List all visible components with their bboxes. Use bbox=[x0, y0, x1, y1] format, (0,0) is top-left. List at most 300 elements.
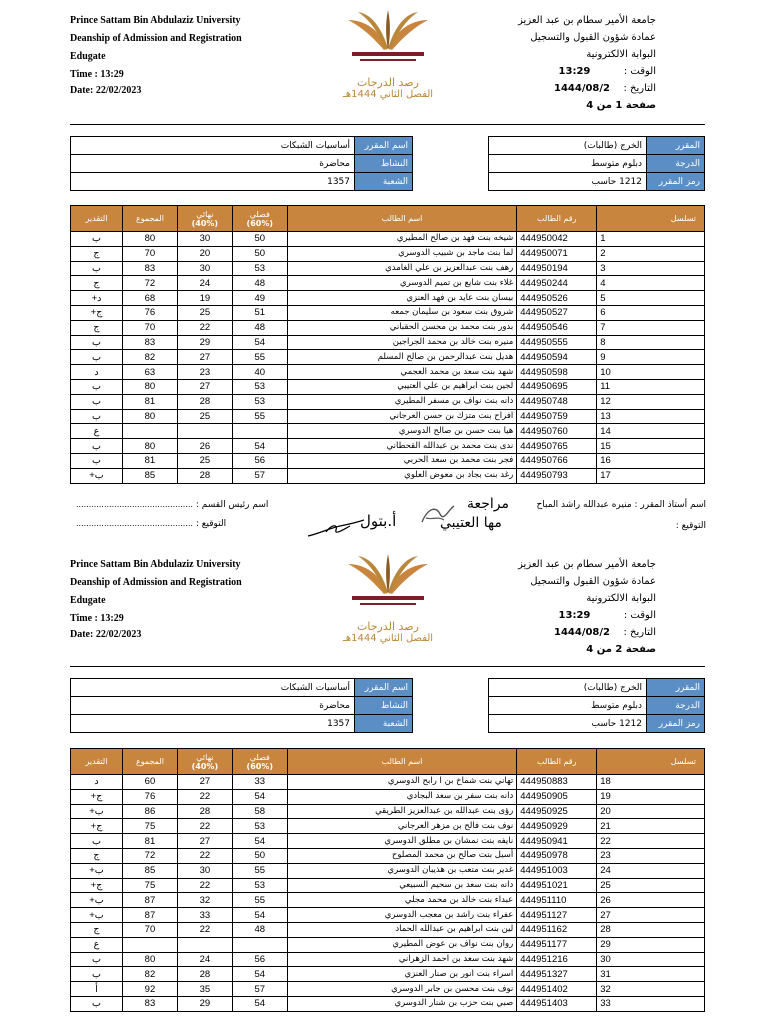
section-value: 1357 bbox=[71, 173, 355, 191]
final-score-cell: 27 bbox=[177, 775, 232, 790]
student-id-cell: 444951327 bbox=[517, 967, 597, 982]
head-signature-block bbox=[76, 500, 268, 510]
grade-cell: ب bbox=[71, 967, 123, 982]
grade-cell: ج bbox=[71, 922, 123, 937]
student-id-cell: 444950244 bbox=[517, 276, 597, 291]
final-score-cell: 22 bbox=[177, 922, 232, 937]
grade-cell: ب bbox=[71, 952, 123, 967]
term-score-cell: 50 bbox=[232, 246, 287, 261]
term-score-cell: 57 bbox=[232, 982, 287, 997]
total-score-cell: 70 bbox=[122, 922, 177, 937]
seq-cell: 17 bbox=[597, 468, 705, 483]
term-score-cell: 50 bbox=[232, 232, 287, 247]
grades-header-row bbox=[71, 206, 705, 232]
student-name-cell: دانه بنت سفر بن سعد البجادي bbox=[287, 789, 517, 804]
page-number-2: صفحة 2 من 4 bbox=[586, 644, 656, 655]
term-score-cell: 54 bbox=[232, 996, 287, 1011]
date-en-2: Date: 22/02/2023 bbox=[70, 629, 142, 640]
grade-cell: ج bbox=[71, 246, 123, 261]
col-grade: التقدير bbox=[71, 206, 123, 232]
table-row bbox=[71, 379, 705, 394]
seq-cell: 29 bbox=[597, 937, 705, 952]
head-sign-line: التوقيع : .............................................. bbox=[76, 519, 227, 529]
table-row bbox=[71, 937, 705, 952]
col-id: رقم الطالب bbox=[517, 206, 597, 232]
final-score-cell: 23 bbox=[177, 365, 232, 380]
university-logo-icon bbox=[338, 8, 438, 70]
grade-cell: د bbox=[71, 365, 123, 380]
grade-cell: ب bbox=[71, 379, 123, 394]
grade-cell: ب bbox=[71, 335, 123, 350]
report-subtitle-2: رصد الدرجات bbox=[357, 620, 419, 633]
term-score-cell: 53 bbox=[232, 878, 287, 893]
total-score-cell bbox=[122, 424, 177, 439]
page-number: صفحة 1 من 4 bbox=[586, 100, 656, 111]
grade-cell: ج bbox=[71, 320, 123, 335]
total-score-cell: 80 bbox=[122, 409, 177, 424]
term-score-cell: 50 bbox=[232, 848, 287, 863]
total-score-cell: 85 bbox=[122, 468, 177, 483]
grade-cell: ع bbox=[71, 424, 123, 439]
total-score-cell: 81 bbox=[122, 453, 177, 468]
term-score-cell: 56 bbox=[232, 453, 287, 468]
grades-header-row bbox=[71, 749, 705, 775]
term-score-cell: 55 bbox=[232, 893, 287, 908]
term-score-cell: 54 bbox=[232, 908, 287, 923]
student-id-cell: 444951403 bbox=[517, 996, 597, 1011]
total-score-cell: 87 bbox=[122, 893, 177, 908]
university-logo-icon bbox=[338, 552, 438, 614]
student-id-cell: 444950748 bbox=[517, 394, 597, 409]
portal-name-ar-2: البوابة الالكترونية bbox=[586, 593, 656, 604]
student-name-cell: صبي بنت حزب بن شنار الدوسري bbox=[287, 996, 517, 1011]
student-id-cell: 444950555 bbox=[517, 335, 597, 350]
term-score-cell: 48 bbox=[232, 922, 287, 937]
student-id-cell: 444950905 bbox=[517, 789, 597, 804]
grade-cell: ج+ bbox=[71, 789, 123, 804]
university-name-en-2: Prince Sattam Bin Abdulaziz University bbox=[70, 559, 241, 570]
table-row bbox=[71, 305, 705, 320]
student-id-cell: 444950042 bbox=[517, 232, 597, 247]
student-name-cell: روان بنت نواف بن عوض المطيري bbox=[287, 937, 517, 952]
final-score-cell: 29 bbox=[177, 335, 232, 350]
col-final: نهائي (40%) bbox=[177, 206, 232, 232]
total-score-cell: 80 bbox=[122, 952, 177, 967]
course-code-label: رمز المقرر bbox=[647, 173, 705, 191]
table-row bbox=[71, 291, 705, 306]
reviewer-name: مها العتيبي bbox=[440, 515, 502, 531]
table-row bbox=[71, 819, 705, 834]
student-id-cell: 444951216 bbox=[517, 952, 597, 967]
student-name-cell: عفراء بنت راشد بن معجب الدوسري bbox=[287, 908, 517, 923]
student-id-cell: 444951162 bbox=[517, 922, 597, 937]
seq-cell: 13 bbox=[597, 409, 705, 424]
deanship-name-ar-2: عمادة شؤون القبول والتسجيل bbox=[530, 576, 656, 587]
term-score-cell: 58 bbox=[232, 804, 287, 819]
final-score-cell: 28 bbox=[177, 967, 232, 982]
final-score-cell: 22 bbox=[177, 819, 232, 834]
term-score-cell: 48 bbox=[232, 320, 287, 335]
final-score-cell: 22 bbox=[177, 789, 232, 804]
deanship-name-en: Deanship of Admission and Registration bbox=[70, 33, 242, 44]
course-label: المقرر bbox=[647, 679, 705, 697]
total-score-cell: 81 bbox=[122, 834, 177, 849]
seq-cell: 20 bbox=[597, 804, 705, 819]
final-score-cell: 27 bbox=[177, 834, 232, 849]
total-score-cell: 76 bbox=[122, 305, 177, 320]
degree-label: الدرجة bbox=[647, 697, 705, 715]
semester-label: الفصل الثاني 1444هـ bbox=[342, 89, 434, 100]
deanship-name-ar: عمادة شؤون القبول والتسجيل bbox=[530, 32, 656, 43]
course-info-table-2 bbox=[70, 678, 705, 733]
total-score-cell: 82 bbox=[122, 350, 177, 365]
table-row bbox=[71, 232, 705, 247]
course-value: الخرج (طالبات) bbox=[489, 679, 647, 697]
col-total: المجموع bbox=[122, 749, 177, 775]
final-score-cell: 35 bbox=[177, 982, 232, 997]
grade-cell: ب+ bbox=[71, 893, 123, 908]
section-value: 1357 bbox=[71, 715, 355, 733]
time-ar-2: الوقت : 13:29 bbox=[558, 610, 656, 621]
table-row bbox=[71, 804, 705, 819]
student-name-cell: هيا بنت حسن بن صالح الدوسري bbox=[287, 424, 517, 439]
seq-cell: 31 bbox=[597, 967, 705, 982]
student-id-cell: 444951402 bbox=[517, 982, 597, 997]
final-score-cell: 30 bbox=[177, 863, 232, 878]
grade-cell: د bbox=[71, 775, 123, 790]
seq-cell: 30 bbox=[597, 952, 705, 967]
col-seq: تسلسل bbox=[597, 749, 705, 775]
student-id-cell: 444950929 bbox=[517, 819, 597, 834]
col-name: اسم الطالب bbox=[287, 206, 517, 232]
table-row bbox=[71, 967, 705, 982]
total-score-cell: 75 bbox=[122, 878, 177, 893]
course-name-value: أساسيات الشبكات bbox=[71, 679, 355, 697]
seq-cell: 5 bbox=[597, 291, 705, 306]
table-row bbox=[71, 878, 705, 893]
student-name-cell: شروق بنت سعود بن سليمان جمعه bbox=[287, 305, 517, 320]
table-row bbox=[71, 789, 705, 804]
seq-cell: 18 bbox=[597, 775, 705, 790]
section-label: الشعبة bbox=[355, 715, 413, 733]
review-stamp: مراجعة bbox=[467, 496, 510, 512]
term-score-cell: 54 bbox=[232, 967, 287, 982]
table-row bbox=[71, 394, 705, 409]
total-score-cell: 63 bbox=[122, 365, 177, 380]
student-name-cell: دانه بنت نواف بن مسفر المطيري bbox=[287, 394, 517, 409]
student-id-cell: 444951177 bbox=[517, 937, 597, 952]
student-id-cell: 444951021 bbox=[517, 878, 597, 893]
head-dots: .............................................. bbox=[76, 500, 193, 509]
semester-label-2: الفصل الثاني 1444هـ bbox=[342, 633, 434, 644]
seq-cell: 4 bbox=[597, 276, 705, 291]
degree-label: الدرجة bbox=[647, 155, 705, 173]
term-score-cell: 33 bbox=[232, 775, 287, 790]
grade-cell: ب bbox=[71, 409, 123, 424]
seq-cell: 21 bbox=[597, 819, 705, 834]
seq-cell: 15 bbox=[597, 439, 705, 454]
col-term: فصلي (60%) bbox=[232, 749, 287, 775]
table-row bbox=[71, 365, 705, 380]
instructor-signature-block bbox=[536, 500, 706, 510]
col-seq: تسلسل bbox=[597, 206, 705, 232]
arabic-header-2 bbox=[518, 556, 656, 658]
term-score-cell: 55 bbox=[232, 409, 287, 424]
total-score-cell: 80 bbox=[122, 232, 177, 247]
instructor-sign-line: التوقيع : bbox=[675, 521, 706, 531]
term-score-cell: 53 bbox=[232, 819, 287, 834]
head-label: اسم رئيس القسم : bbox=[195, 500, 269, 510]
term-score-cell: 55 bbox=[232, 350, 287, 365]
term-score-cell: 53 bbox=[232, 261, 287, 276]
seq-cell: 1 bbox=[597, 232, 705, 247]
english-header bbox=[70, 12, 242, 98]
table-row bbox=[71, 350, 705, 365]
table-row bbox=[71, 996, 705, 1011]
seq-cell: 6 bbox=[597, 305, 705, 320]
signature-scribble-icon bbox=[306, 516, 366, 540]
date-en: Date: 22/02/2023 bbox=[70, 85, 142, 96]
seq-cell: 12 bbox=[597, 394, 705, 409]
final-score-cell: 29 bbox=[177, 996, 232, 1011]
table-row bbox=[71, 834, 705, 849]
student-name-cell: رؤى بنت عبدالله بن عبدالعزيز الطريقي bbox=[287, 804, 517, 819]
term-score-cell: 53 bbox=[232, 379, 287, 394]
final-score-cell bbox=[177, 424, 232, 439]
student-name-cell: لين بنت ابراهيم بن عبدالله الحماد bbox=[287, 922, 517, 937]
grade-cell: ب bbox=[71, 261, 123, 276]
table-row bbox=[71, 320, 705, 335]
total-score-cell: 85 bbox=[122, 863, 177, 878]
header-divider-2 bbox=[70, 666, 705, 667]
grade-cell: ب bbox=[71, 834, 123, 849]
term-score-cell bbox=[232, 937, 287, 952]
grades-body-page-2 bbox=[71, 775, 705, 1012]
total-score-cell: 76 bbox=[122, 789, 177, 804]
final-score-cell: 25 bbox=[177, 305, 232, 320]
student-id-cell: 444951127 bbox=[517, 908, 597, 923]
total-score-cell: 87 bbox=[122, 908, 177, 923]
final-score-cell: 32 bbox=[177, 893, 232, 908]
degree-value: دبلوم متوسط bbox=[489, 697, 647, 715]
grade-cell: ب+ bbox=[71, 908, 123, 923]
total-score-cell: 92 bbox=[122, 982, 177, 997]
grade-cell: ب bbox=[71, 453, 123, 468]
table-row bbox=[71, 409, 705, 424]
total-score-cell: 82 bbox=[122, 967, 177, 982]
final-score-cell: 22 bbox=[177, 848, 232, 863]
table-row bbox=[71, 424, 705, 439]
university-name-ar-2: جامعة الأمير سطام بن عبد العزيز bbox=[518, 559, 656, 570]
total-score-cell: 83 bbox=[122, 335, 177, 350]
student-name-cell: بيسان بنت عايد بن فهد العنزي bbox=[287, 291, 517, 306]
term-score-cell: 54 bbox=[232, 439, 287, 454]
total-score-cell: 81 bbox=[122, 394, 177, 409]
col-total: المجموع bbox=[122, 206, 177, 232]
student-id-cell: 444950695 bbox=[517, 379, 597, 394]
total-score-cell: 72 bbox=[122, 276, 177, 291]
student-name-cell: تهاني بنت شماخ بن ا رابح الدوسري bbox=[287, 775, 517, 790]
student-id-cell: 444950594 bbox=[517, 350, 597, 365]
report-subtitle: رصد الدرجات bbox=[357, 76, 419, 89]
student-id-cell: 444950793 bbox=[517, 468, 597, 483]
final-score-cell: 28 bbox=[177, 804, 232, 819]
table-row bbox=[71, 453, 705, 468]
instructor-name: منيره عبدالله راشد المباح bbox=[536, 500, 632, 510]
course-value: الخرج (طالبات) bbox=[489, 137, 647, 155]
portal-name-ar: البوابة الالكترونية bbox=[586, 49, 656, 60]
student-name-cell: اسراء بنت انور بن صنار العنزي bbox=[287, 967, 517, 982]
col-term: فصلي (60%) bbox=[232, 206, 287, 232]
header-divider bbox=[70, 124, 705, 125]
student-name-cell: منيره بنت خالد بن محمد الجراجين bbox=[287, 335, 517, 350]
final-score-cell: 22 bbox=[177, 878, 232, 893]
student-name-cell: غدير بنت متعب بن هذيبان الدوسري bbox=[287, 863, 517, 878]
final-score-cell: 19 bbox=[177, 291, 232, 306]
course-info-table bbox=[70, 136, 705, 191]
seq-cell: 8 bbox=[597, 335, 705, 350]
course-label: المقرر bbox=[647, 137, 705, 155]
student-name-cell: شيخه بنت فهد بن صالح المطيري bbox=[287, 232, 517, 247]
seq-cell: 23 bbox=[597, 848, 705, 863]
grade-cell: ب bbox=[71, 996, 123, 1011]
term-score-cell: 54 bbox=[232, 834, 287, 849]
student-name-cell: بدور بنت محمد بن محسن الحقباني bbox=[287, 320, 517, 335]
grade-cell: ج bbox=[71, 276, 123, 291]
student-name-cell: نوف بنت محسن بن جابر الدوسري bbox=[287, 982, 517, 997]
seq-cell: 26 bbox=[597, 893, 705, 908]
col-id: رقم الطالب bbox=[517, 749, 597, 775]
grades-body-page-1 bbox=[71, 232, 705, 484]
table-row bbox=[71, 261, 705, 276]
student-name-cell: هديل بنت عبدالرحمن بن صالح المسلم bbox=[287, 350, 517, 365]
seq-cell: 16 bbox=[597, 453, 705, 468]
student-id-cell: 444950941 bbox=[517, 834, 597, 849]
student-id-cell: 444950759 bbox=[517, 409, 597, 424]
total-score-cell: 60 bbox=[122, 775, 177, 790]
student-name-cell: نايفه بنت نمشان بن مطلق الدوسري bbox=[287, 834, 517, 849]
grade-cell: ج+ bbox=[71, 878, 123, 893]
table-row bbox=[71, 982, 705, 997]
col-grade: التقدير bbox=[71, 749, 123, 775]
student-name-cell: فجر بنت محمد بن سعد الحربي bbox=[287, 453, 517, 468]
seq-cell: 25 bbox=[597, 878, 705, 893]
total-score-cell: 70 bbox=[122, 320, 177, 335]
course-code-value: 1212 حاسب bbox=[489, 173, 647, 191]
university-name-ar: جامعة الأمير سطام بن عبد العزيز bbox=[518, 15, 656, 26]
final-score-cell: 27 bbox=[177, 350, 232, 365]
university-logo-2 bbox=[333, 552, 443, 644]
grade-cell: ج bbox=[71, 848, 123, 863]
seq-cell: 11 bbox=[597, 379, 705, 394]
student-name-cell: لما بنت ماجد بن شبيب الدوسري bbox=[287, 246, 517, 261]
term-score-cell: 51 bbox=[232, 305, 287, 320]
student-id-cell: 444951110 bbox=[517, 893, 597, 908]
student-name-cell: ندى بنت محمد بن عبدالله القحطاني bbox=[287, 439, 517, 454]
course-name-label: اسم المقرر bbox=[355, 137, 413, 155]
student-id-cell: 444950766 bbox=[517, 453, 597, 468]
table-row bbox=[71, 439, 705, 454]
table-row bbox=[71, 893, 705, 908]
table-row bbox=[71, 848, 705, 863]
student-name-cell: نوف بنت فالح بن مزهر العرجاني bbox=[287, 819, 517, 834]
seq-cell: 7 bbox=[597, 320, 705, 335]
total-score-cell: 86 bbox=[122, 804, 177, 819]
seq-cell: 2 bbox=[597, 246, 705, 261]
course-code-value: 1212 حاسب bbox=[489, 715, 647, 733]
university-name-en: Prince Sattam Bin Abdulaziz University bbox=[70, 15, 241, 26]
term-score-cell: 53 bbox=[232, 394, 287, 409]
grade-cell: د+ bbox=[71, 291, 123, 306]
final-score-cell: 26 bbox=[177, 439, 232, 454]
student-id-cell: 444950194 bbox=[517, 261, 597, 276]
final-score-cell: 28 bbox=[177, 394, 232, 409]
table-row bbox=[71, 908, 705, 923]
student-id-cell: 444950526 bbox=[517, 291, 597, 306]
total-score-cell: 75 bbox=[122, 819, 177, 834]
student-id-cell: 444950760 bbox=[517, 424, 597, 439]
final-score-cell: 25 bbox=[177, 409, 232, 424]
table-row bbox=[71, 468, 705, 483]
degree-value: دبلوم متوسط bbox=[489, 155, 647, 173]
total-score-cell: 80 bbox=[122, 439, 177, 454]
student-id-cell: 444950925 bbox=[517, 804, 597, 819]
seq-cell: 28 bbox=[597, 922, 705, 937]
seq-cell: 24 bbox=[597, 863, 705, 878]
activity-label: النشاط bbox=[355, 697, 413, 715]
term-score-cell: 56 bbox=[232, 952, 287, 967]
grade-cell: ب bbox=[71, 232, 123, 247]
seq-cell: 22 bbox=[597, 834, 705, 849]
instructor-label: اسم أستاذ المقرر : bbox=[634, 500, 706, 510]
final-score-cell: 28 bbox=[177, 468, 232, 483]
term-score-cell: 48 bbox=[232, 276, 287, 291]
table-row bbox=[71, 863, 705, 878]
table-row bbox=[71, 952, 705, 967]
student-name-cell: رغد بنت بجاد بن معوض العلوي bbox=[287, 468, 517, 483]
term-score-cell: 55 bbox=[232, 863, 287, 878]
arabic-header bbox=[518, 12, 656, 114]
col-final: نهائي (40%) bbox=[177, 749, 232, 775]
seq-cell: 19 bbox=[597, 789, 705, 804]
grade-cell: ب bbox=[71, 394, 123, 409]
grade-cell: ب+ bbox=[71, 863, 123, 878]
system-name-2: Edugate bbox=[70, 595, 106, 606]
student-name-cell: رهف بنت عبدالعزيز بن علي الغامدي bbox=[287, 261, 517, 276]
final-score-cell: 25 bbox=[177, 453, 232, 468]
time-en-2: Time : 13:29 bbox=[70, 613, 124, 624]
term-score-cell: 49 bbox=[232, 291, 287, 306]
section-label: الشعبة bbox=[355, 173, 413, 191]
grade-cell: ب bbox=[71, 439, 123, 454]
english-header-2 bbox=[70, 556, 242, 642]
activity-value: محاضرة bbox=[71, 155, 355, 173]
final-score-cell: 30 bbox=[177, 261, 232, 276]
student-id-cell: 444950978 bbox=[517, 848, 597, 863]
col-name: اسم الطالب bbox=[287, 749, 517, 775]
university-logo bbox=[333, 8, 443, 100]
course-name-label: اسم المقرر bbox=[355, 679, 413, 697]
course-code-label: رمز المقرر bbox=[647, 715, 705, 733]
term-score-cell: 54 bbox=[232, 335, 287, 350]
final-score-cell: 24 bbox=[177, 276, 232, 291]
total-score-cell: 70 bbox=[122, 246, 177, 261]
term-score-cell bbox=[232, 424, 287, 439]
final-score-cell: 22 bbox=[177, 320, 232, 335]
student-name-cell: غلاء بنت شايع بن تميم الدوسري bbox=[287, 276, 517, 291]
date-ar: التاريخ : 1444/08/2 bbox=[553, 83, 656, 94]
grade-cell: ج+ bbox=[71, 305, 123, 320]
